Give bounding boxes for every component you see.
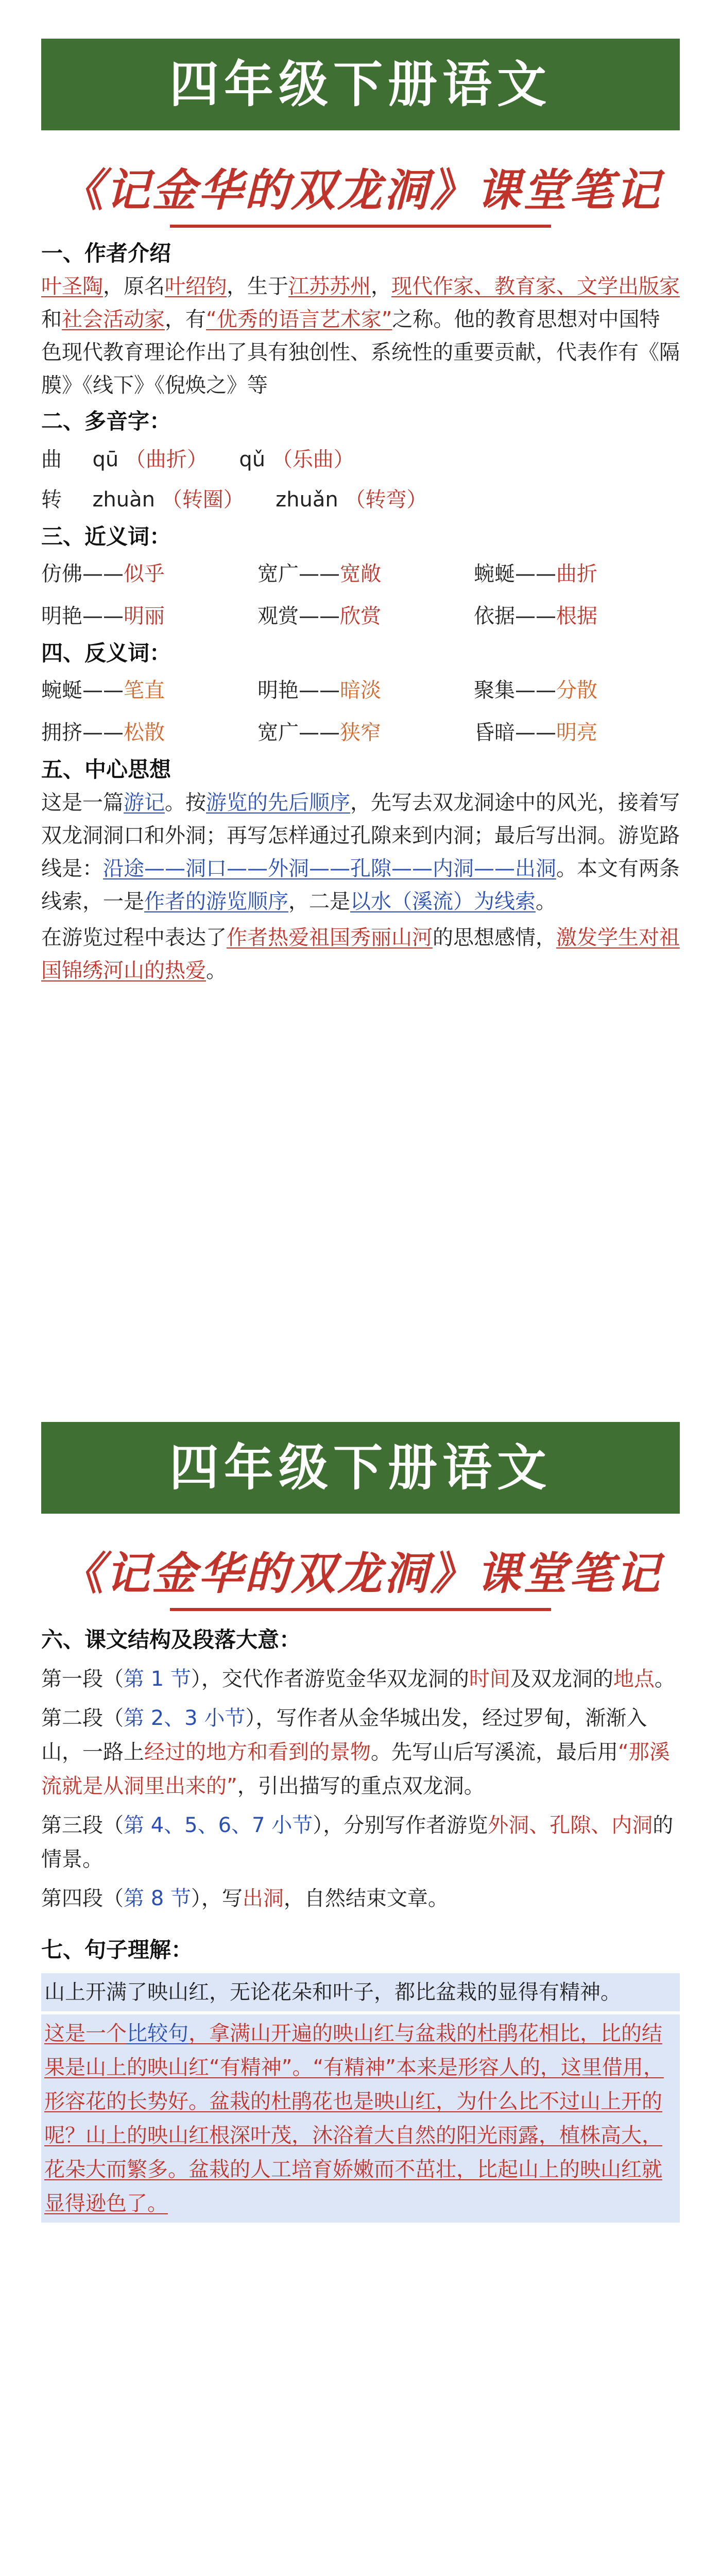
- synonym-row: [41, 557, 680, 590]
- banner-title: 四年级下册语文: [41, 39, 680, 130]
- section-heading: 五、中心思想: [41, 757, 171, 782]
- structure-part-3: 第三段（第 4、5、6、7 小节），分别写作者游览外洞、孔隙、内洞的情景。: [41, 1814, 674, 1871]
- antonym-row: [41, 716, 680, 749]
- section-heading: 四、反义词：: [41, 640, 171, 666]
- subtitle-text: 《记金华的双龙洞》课堂笔记: [59, 1548, 662, 1600]
- subtitle-text: 《记金华的双龙洞》课堂笔记: [59, 165, 662, 216]
- section-heading: 三、近义词：: [41, 524, 171, 549]
- word-pair: 宽广——宽敞: [258, 562, 381, 586]
- synonym-row: [41, 600, 680, 633]
- subtitle: [41, 155, 680, 218]
- word-pair: 蜿蜒——曲折: [474, 562, 597, 586]
- card1-content: [41, 237, 680, 990]
- section-heading: 二、多音字：: [41, 409, 171, 434]
- section-heading: 七、句子理解：: [41, 1937, 193, 1962]
- word-pair: 拥挤——松散: [41, 721, 165, 744]
- word-pair: 明艳——暗淡: [258, 679, 381, 702]
- antonym-row: [41, 674, 680, 707]
- sentence-explanation: 这是一个比较句，拿满山开遍的映山红与盆栽的杜鹃花相比，比的结果是山上的映山红“有精神”。“有精神”本来是形容人的，这里借用，形容花的长势好。盆栽的杜鹃花也是映山红，为什么比不过山上开的呢？山上的映山红根深叶茂，沐浴着大自然的阳光雨露，植株高大，花朵大而繁多。盆栽的人工培育娇嫩而不茁壮，比起山上的映山红就显得逊色了。: [41, 2014, 680, 2223]
- structure-part-1: 第一段（第 1 节），交代作者游览金华双龙洞的时间及双龙洞的地点。: [41, 1667, 675, 1691]
- central-idea-emotion: 在游览过程中表达了作者热爱祖国秀丽山河的思想感情，激发学生对祖国锦绣河山的热爱。: [41, 926, 680, 982]
- quoted-sentence: 山上开满了映山红，无论花朵和叶子，都比盆栽的显得有精神。: [41, 1973, 680, 2011]
- subtitle-underline: [170, 225, 551, 228]
- word-pair: 聚集——分散: [474, 679, 597, 702]
- banner-title: 四年级下册语文: [41, 1422, 680, 1514]
- central-idea: 这是一篇游记。按游览的先后顺序，先写去双龙洞途中的风光，接着写双龙洞洞口和外洞；再写怎样通过孔隙来到内洞；最后写出洞。游览路线是：沿途——洞口——外洞——孔隙——内洞——出洞。本文有两条线索，一是作者的游览顺序，二是以水（溪流）为线索。: [41, 791, 680, 913]
- section-heading: 一、作者介绍: [41, 241, 171, 266]
- word-pair: 依据——根据: [474, 604, 597, 628]
- word-pair: 宽广——狭窄: [258, 721, 381, 744]
- author-intro: 叶圣陶，原名叶绍钧，生于江苏苏州，现代作家、教育家、文学出版家和社会活动家，有“优秀的语言艺术家”之称。他的教育思想对中国特色现代教育理论作出了具有独创性、系统性的重要贡献，代表作有《隔膜》《线下》《倪焕之》等: [41, 275, 680, 397]
- subtitle-underline: [170, 1608, 551, 1611]
- word-pair: 仿佛——似乎: [41, 562, 165, 586]
- subtitle: [41, 1538, 680, 1602]
- structure-part-4: 第四段（第 8 节），写出洞，自然结束文章。: [41, 1887, 449, 1910]
- word-pair: 明艳——明丽: [41, 604, 165, 628]
- section-heading: 六、课文结构及段落大意：: [41, 1627, 301, 1652]
- structure-part-2: 第二段（第 2、3 小节），写作者从金华城出发，经过罗甸，渐渐入山，一路上经过的地方和看到的景物。先写山后写溪流，最后用“那溪流就是从洞里出来的”，引出描写的重点双龙洞。: [41, 1706, 670, 1798]
- word-pair: 蜿蜒——笔直: [41, 679, 165, 702]
- polyphone-row: 曲 qū （曲折） qǔ （乐曲）: [41, 448, 354, 471]
- word-pair: 观赏——欣赏: [258, 604, 381, 628]
- word-pair: 昏暗——明亮: [474, 721, 597, 744]
- card2-content: [41, 1623, 680, 2226]
- polyphone-row: 转 zhuàn （转圈） zhuǎn （转弯）: [41, 488, 427, 512]
